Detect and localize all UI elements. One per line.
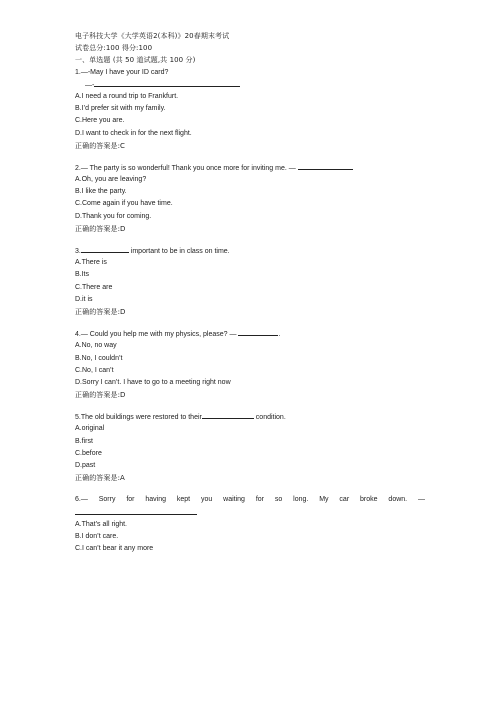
question-5-end: condition. <box>253 414 286 422</box>
option: B.I don’t care. <box>75 532 119 540</box>
answer-blank <box>81 245 129 253</box>
question-5-stem <box>75 411 425 423</box>
option: A.That’s all right. <box>75 520 128 528</box>
option: C.There are <box>75 283 113 291</box>
option: A.Oh, you are leaving? <box>75 176 147 184</box>
question-4-text: 4.— Could you help me with my physics, please? — <box>75 331 237 339</box>
option: C.Come again if you have time. <box>75 200 173 208</box>
answer-blank <box>94 79 240 87</box>
correct-answer: 正确的答案是:D <box>75 224 126 233</box>
score-line: 试卷总分:100 得分:100 <box>75 44 153 53</box>
question-6-blank-line <box>75 507 425 519</box>
option: C.before <box>75 449 102 457</box>
option: A.original <box>75 425 105 433</box>
option: A.No, no way <box>75 342 117 350</box>
correct-answer: 正确的答案是:A <box>75 474 125 483</box>
question-3-number: 3. <box>75 248 81 255</box>
option: D.it is <box>75 295 93 303</box>
option: C.Here you are. <box>75 117 125 125</box>
option: B.first <box>75 437 93 445</box>
question-3-text: important to be in class on time. <box>128 248 230 255</box>
option: C.No, I can’t <box>75 366 114 374</box>
option: A.There is <box>75 259 107 267</box>
option: B.Its <box>75 271 90 279</box>
answer-blank <box>75 507 197 515</box>
correct-answer: 正确的答案是:D <box>75 391 126 400</box>
option: D.I want to check in for the next flight. <box>75 129 192 137</box>
option: D.Sorry I can’t. I have to go to a meeting right now <box>75 378 231 386</box>
option: D.Thank you for coming. <box>75 212 152 220</box>
question-2-stem <box>75 162 425 174</box>
correct-answer: 正确的答案是:C <box>75 141 126 150</box>
option: B.No, I couldn’t <box>75 354 123 362</box>
exam-title: 电子科技大学《大学英语2(本科)》20春期末考试 <box>75 32 230 40</box>
question-1-reply-dash: —- <box>85 81 95 89</box>
question-4-end: . <box>278 331 281 339</box>
option: C.I can’t bear it any more <box>75 545 154 553</box>
option: D.past <box>75 462 96 469</box>
question-1-reply <box>75 79 425 91</box>
correct-answer: 正确的答案是:D <box>75 307 126 316</box>
question-2-text: 2.— The party is so wonderful! Thank you once more for inviting me. — <box>75 164 296 172</box>
answer-blank <box>238 328 281 339</box>
question-6-stem: 6.— Sorry for having kept you waiting for so long. My car broke down. — <box>75 496 425 504</box>
question-3-stem <box>75 245 425 257</box>
answer-blank <box>298 162 353 170</box>
question-1-stem: 1.—-May I have your ID card? <box>75 68 169 76</box>
section-heading: 一、单选题 (共 50 道试题,共 100 分) <box>75 56 196 65</box>
option: B.I like the party. <box>75 188 127 196</box>
question-4-stem <box>75 328 425 340</box>
option: A.I need a round trip to Frankfurt. <box>75 92 179 100</box>
option: B.I’d prefer sit with my family. <box>75 105 166 113</box>
exam-content <box>75 30 425 555</box>
question-5-text: 5.The old buildings were restored to their <box>75 414 202 422</box>
answer-blank <box>202 411 254 419</box>
